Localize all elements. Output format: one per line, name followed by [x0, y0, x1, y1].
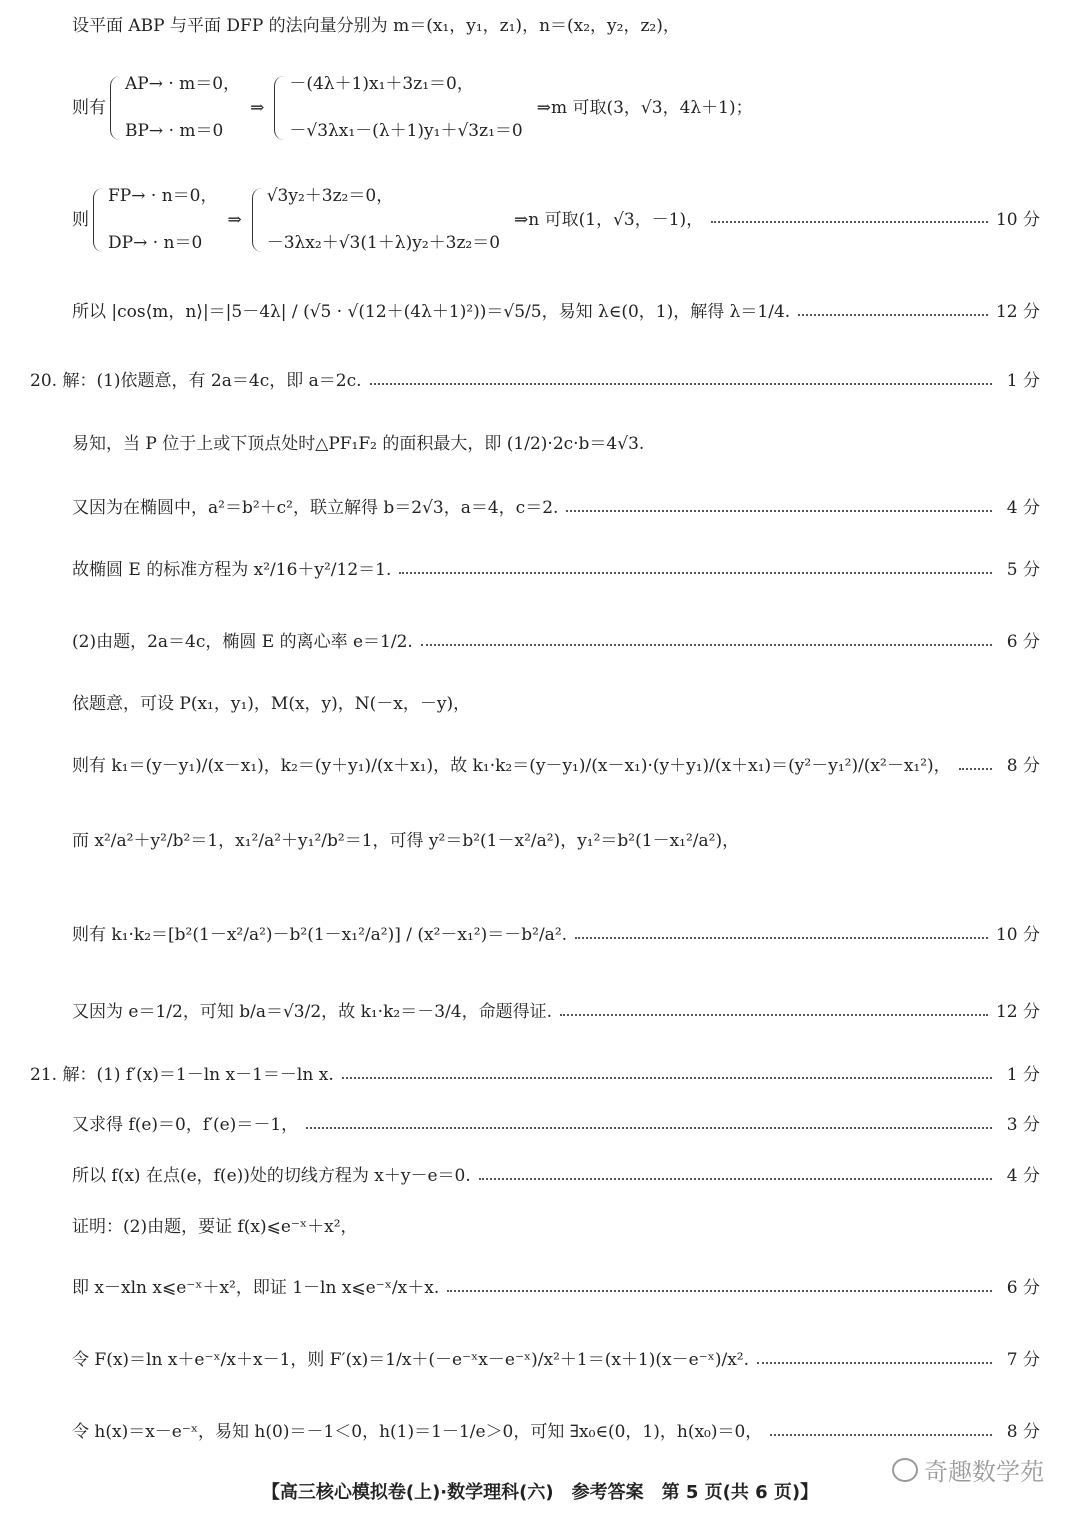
system-row: √3y₂＋3z₂＝0，	[266, 186, 394, 206]
line-text: 21. 解：(1) f′(x)＝1－ln x－1＝－ln x.	[30, 1065, 334, 1085]
dot-leader	[306, 1127, 992, 1129]
line-text: 设平面 ABP 与平面 DFP 的法向量分别为 m＝(x₁，y₁，z₁)，n＝(x₂，y₂，z₂)，	[72, 16, 680, 36]
implies-arrow: ⇒	[227, 209, 242, 230]
score-label: 4 分	[1006, 1166, 1040, 1186]
score-label: 10 分	[995, 209, 1040, 230]
solution-line	[72, 562, 1040, 579]
line-text: 则有 k₁＝(y－y₁)/(x－x₁)，k₂＝(y＋y₁)/(x＋x₁)，故 k₁·k₂＝(y－y₁)/(x－x₁)·(y＋y₁)/(x＋x₁)＝(y²－y₁²)/(x²－x₁²)，	[72, 756, 951, 776]
solution-line	[72, 634, 1040, 651]
solution-line	[72, 696, 1040, 713]
dot-leader	[757, 1362, 992, 1364]
system-row: BP→ · m＝0	[125, 121, 224, 141]
solution-line	[72, 1424, 1040, 1441]
line-text: 易知，当 P 位于上或下顶点处时△PF₁F₂ 的面积最大，即 (1/2)·2c·b＝4√3.	[72, 434, 645, 454]
brace	[110, 76, 121, 140]
solution-line	[72, 927, 1040, 944]
implies-arrow: ⇒	[250, 97, 265, 118]
score-label: 1 分	[1006, 1065, 1040, 1085]
page-footer: 【高三核心模拟卷(上)·数学理科(六) 参考答案 第 5 页(共 6 页)】	[261, 1482, 819, 1503]
equation-system-1	[72, 76, 1040, 140]
system-row: FP→ · n＝0，	[108, 186, 218, 206]
line-text: 又因为 e＝1/2，可知 b/a＝√3/2，故 k₁·k₂＝－3/4，命题得证.	[72, 1002, 552, 1022]
solution-line	[72, 1352, 1040, 1369]
dot-leader	[959, 768, 992, 770]
score-label: 8 分	[1006, 1422, 1040, 1442]
system-row: DP→ · n＝0	[108, 233, 203, 253]
system-result: ⇒m 可取(3，√3，4λ＋1)；	[536, 97, 753, 118]
dot-leader	[575, 937, 988, 939]
solution-line	[72, 1004, 1040, 1021]
solution-line	[72, 1117, 1040, 1134]
score-label: 4 分	[1006, 498, 1040, 518]
line-text: 而 x²/a²＋y²/b²＝1，x₁²/a²＋y₁²/b²＝1，可得 y²＝b²(1－x²/a²)，y₁²＝b²(1－x₁²/a²)，	[72, 831, 740, 851]
score-label: 12 分	[995, 302, 1040, 322]
solution-line	[72, 758, 1040, 775]
line-text: 依题意，可设 P(x₁，y₁)，M(x，y)，N(－x，－y)，	[72, 694, 471, 714]
score-label: 6 分	[1006, 632, 1040, 652]
solution-line	[30, 373, 1040, 390]
equation-system-2	[72, 188, 1040, 252]
system-prefix: 则	[72, 209, 89, 230]
system-left	[93, 188, 217, 252]
score-label: 7 分	[1006, 1350, 1040, 1370]
system-row: －(4λ＋1)x₁＋3z₁＝0，	[289, 74, 474, 94]
watermark-text: 奇趣数学苑	[924, 1458, 1044, 1486]
score-label: 10 分	[995, 925, 1040, 945]
system-left	[110, 76, 240, 140]
score-label: 8 分	[1006, 756, 1040, 776]
system-row: －3λx₂＋√3(1＋λ)y₂＋3z₂＝0	[266, 233, 501, 253]
system-row: AP→ · m＝0，	[125, 74, 241, 94]
dot-leader	[479, 1178, 992, 1180]
dot-leader	[342, 1077, 992, 1079]
score-label: 12 分	[995, 1002, 1040, 1022]
dot-leader	[399, 572, 992, 574]
score-label: 5 分	[1006, 560, 1040, 580]
solution-line	[72, 436, 1040, 453]
solution-line	[72, 1168, 1040, 1185]
line-text: 又因为在椭圆中，a²＝b²＋c²，联立解得 b＝2√3，a＝4，c＝2.	[72, 498, 559, 518]
system-right	[252, 188, 500, 252]
line-text: 所以 f(x) 在点(e，f(e))处的切线方程为 x＋y－e＝0.	[72, 1166, 471, 1186]
dot-leader	[560, 1014, 988, 1016]
score-label: 1 分	[1006, 371, 1040, 391]
score-label: 3 分	[1006, 1115, 1040, 1135]
brace	[93, 188, 104, 252]
solution-line	[72, 833, 1040, 850]
system-result: ⇒n 可取(1，√3，－1)，	[514, 209, 704, 230]
solution-line	[30, 1067, 1040, 1084]
dot-leader	[421, 644, 992, 646]
system-row: －√3λx₁－(λ＋1)y₁＋√3z₁＝0	[289, 121, 523, 141]
dot-leader	[447, 1290, 992, 1292]
line-text: (2)由题，2a＝4c，椭圆 E 的离心率 e＝1/2.	[72, 632, 413, 652]
dot-leader	[370, 383, 993, 385]
line-text: 则有 k₁·k₂＝[b²(1－x²/a²)－b²(1－x₁²/a²)] / (x²－x₁²)＝－b²/a².	[72, 925, 568, 945]
line-text: 所以 |cos⟨m，n⟩|＝|5－4λ| / (√5 · √(12＋(4λ＋1)²))＝√5/5，易知 λ∈(0，1)，解得 λ＝1/4.	[72, 302, 791, 322]
solution-line	[72, 1280, 1040, 1297]
score-label: 6 分	[1006, 1278, 1040, 1298]
solution-line	[72, 500, 1040, 517]
solution-line	[72, 1219, 1040, 1236]
line-text: 令 F(x)＝ln x＋e⁻ˣ/x＋x－1，则 F′(x)＝1/x＋(－e⁻ˣx－e⁻ˣ)/x²＋1＝(x＋1)(x－e⁻ˣ)/x².	[72, 1350, 749, 1370]
brace	[274, 76, 285, 140]
system-right	[274, 76, 522, 140]
dot-leader	[711, 221, 988, 223]
line-text: 20. 解：(1)依题意，有 2a＝4c，即 a＝2c.	[30, 371, 362, 391]
brace	[252, 188, 263, 252]
system-prefix: 则有	[72, 97, 106, 118]
solution-line	[72, 304, 1040, 321]
line-text: 令 h(x)＝x－e⁻ˣ，易知 h(0)＝－1＜0，h(1)＝1－1/e＞0，可知 ∃x₀∈(0，1)，h(x₀)＝0，	[72, 1422, 763, 1442]
line-text: 即 x－xln x⩽e⁻ˣ＋x²，即证 1－ln x⩽e⁻ˣ/x＋x.	[72, 1278, 440, 1298]
line-text: 又求得 f(e)＝0，f′(e)＝－1，	[72, 1115, 299, 1135]
dot-leader	[566, 510, 992, 512]
solution-line	[72, 18, 1040, 35]
line-text: 证明：(2)由题，要证 f(x)⩽e⁻ˣ＋x²，	[72, 1217, 358, 1237]
line-text: 故椭圆 E 的标准方程为 x²/16＋y²/12＝1.	[72, 560, 392, 580]
dot-leader	[798, 314, 988, 316]
dot-leader	[770, 1434, 992, 1436]
